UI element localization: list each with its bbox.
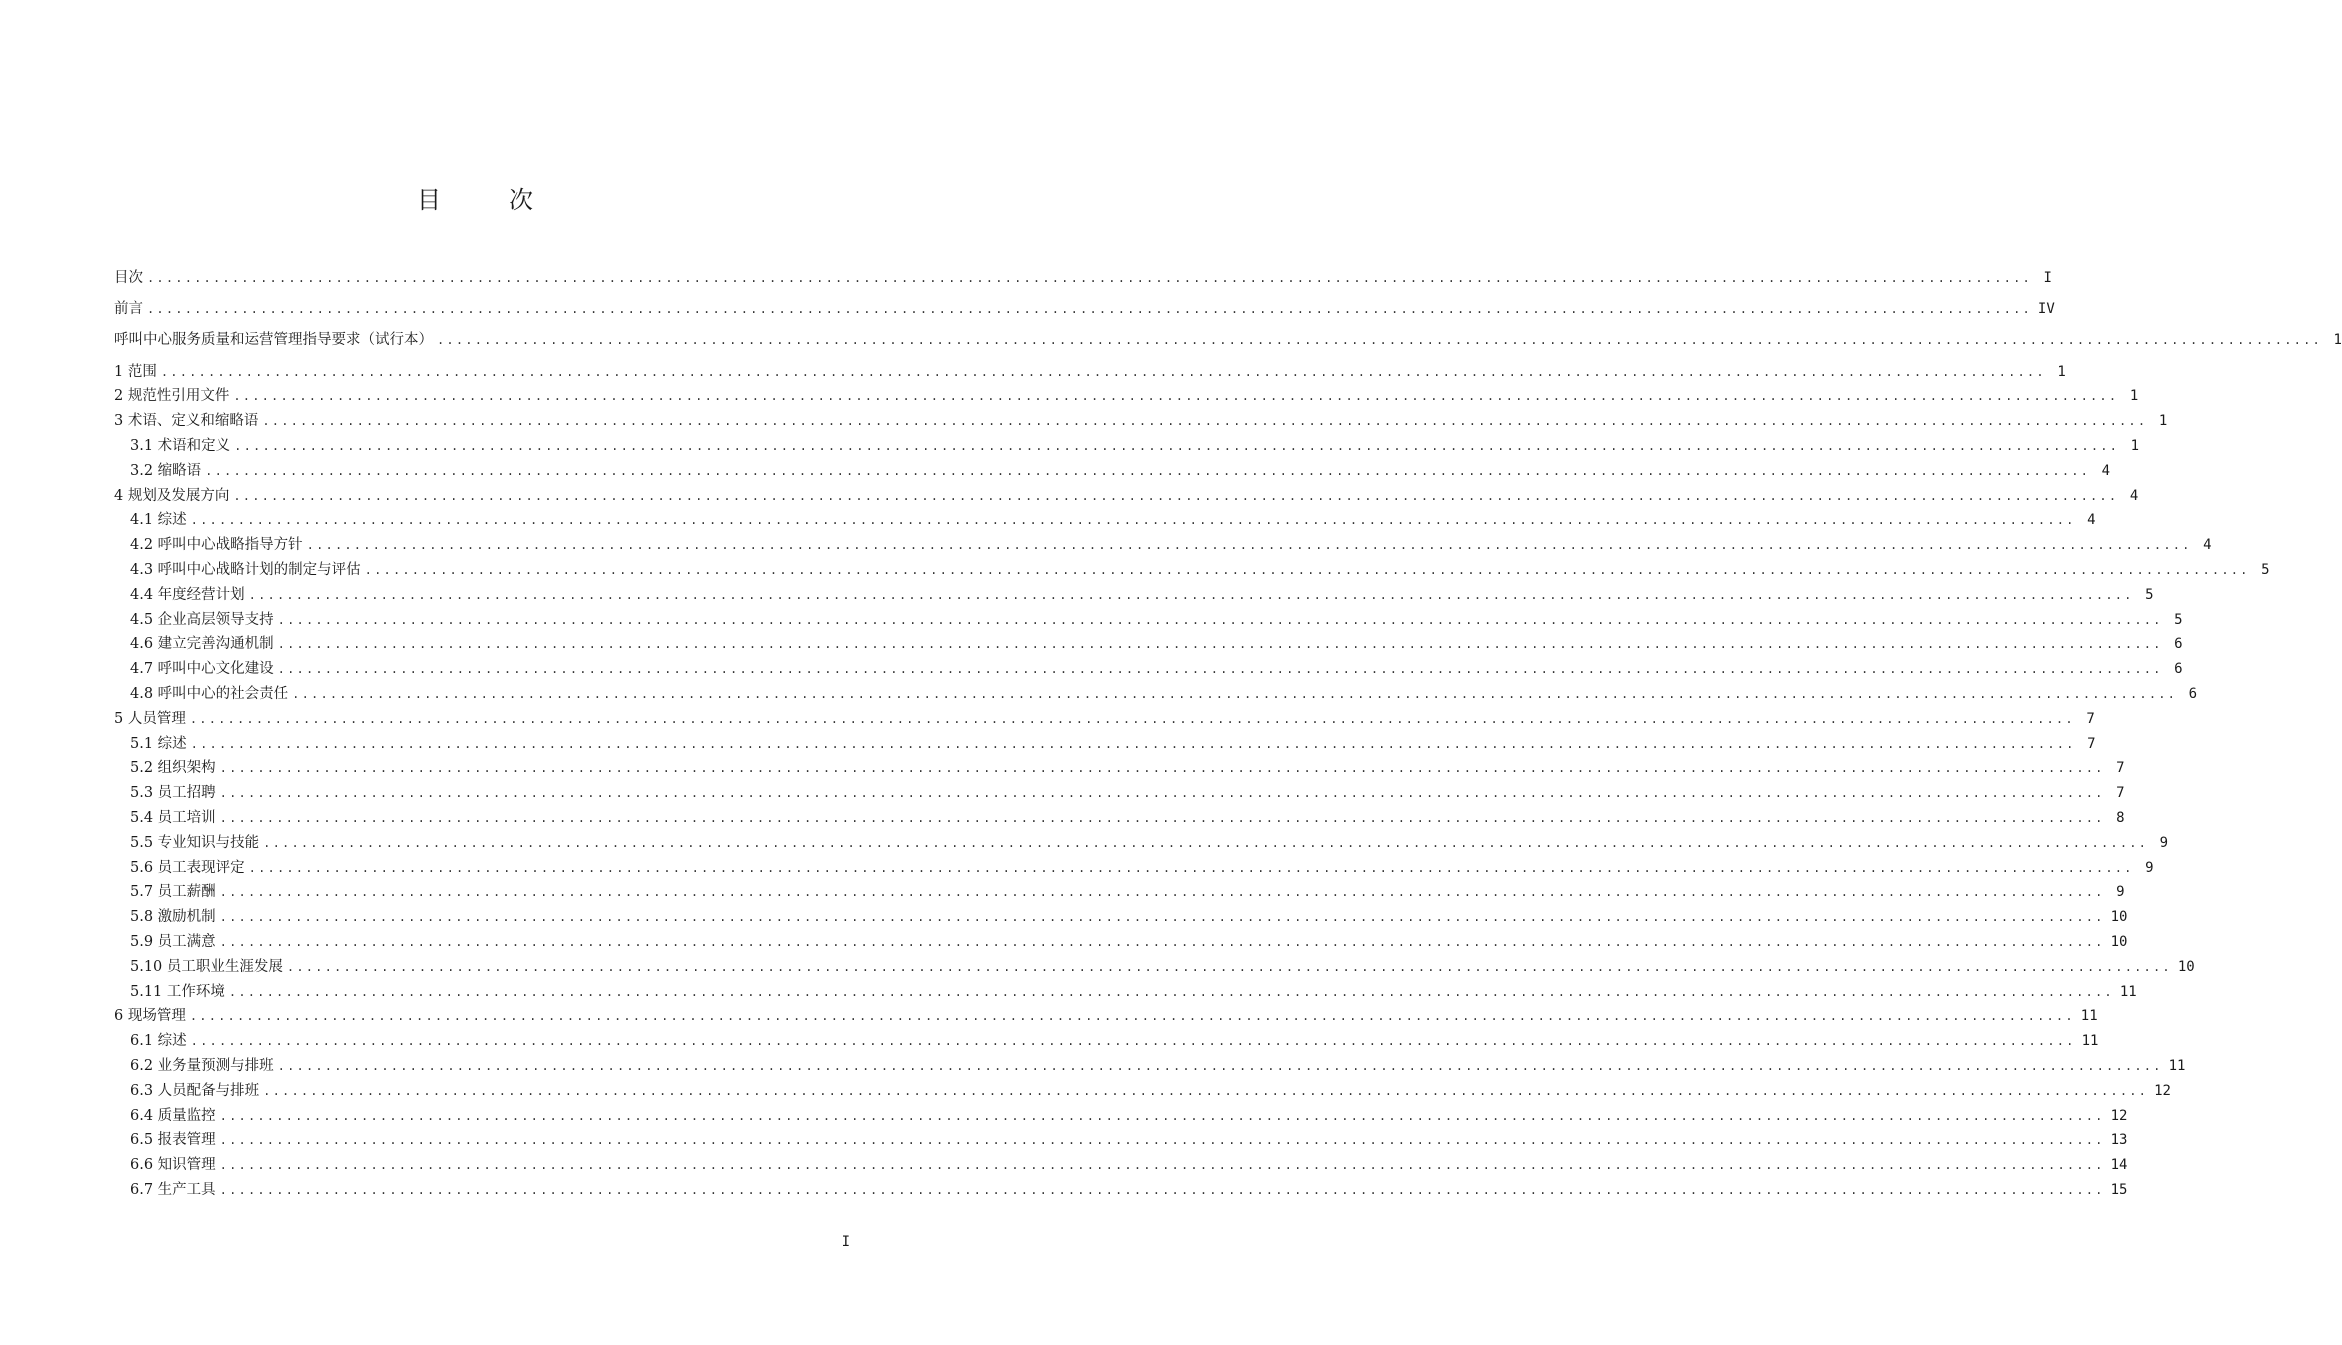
toc-entry-label: 4.1 综述 bbox=[130, 512, 187, 529]
toc-entry-label: 2 规范性引用文件 bbox=[114, 388, 230, 405]
toc-entry[interactable] bbox=[114, 1126, 2128, 1151]
toc-leader-dots: ........................................................................................................................................................................................................ bbox=[190, 736, 2076, 751]
toc-entry-page: 1 bbox=[2130, 438, 2140, 455]
toc-entry[interactable] bbox=[114, 382, 2139, 407]
toc-leader-dots: ........................................................................................................................................................................................................ bbox=[147, 270, 2032, 285]
toc-leader-dots: ........................................................................................................................................................................................................ bbox=[277, 637, 2163, 652]
footer-page-number: I bbox=[841, 1234, 850, 1250]
toc-entry-label: 1 范围 bbox=[114, 363, 157, 380]
toc-leader-dots: ........................................................................................................................................................................................................ bbox=[234, 439, 2120, 454]
toc-entry-page: 11 bbox=[2168, 1058, 2186, 1074]
toc-entry[interactable] bbox=[114, 605, 2183, 630]
toc-entry-label: 5.10 员工职业生涯发展 bbox=[130, 958, 283, 975]
toc-entry-label: 6.1 综述 bbox=[130, 1033, 187, 1050]
toc-entry-label: 4.4 年度经营计划 bbox=[130, 586, 245, 603]
toc-entry[interactable] bbox=[114, 481, 2139, 506]
toc-entry[interactable] bbox=[114, 679, 2198, 704]
toc-entry[interactable] bbox=[114, 902, 2128, 927]
toc-leader-dots: ........................................................................................................................................................................................................ bbox=[263, 835, 2149, 850]
toc-entry-page: 7 bbox=[2116, 760, 2125, 777]
toc-leader-dots: ........................................................................................................................................................................................................ bbox=[262, 414, 2148, 429]
toc-entry-label: 前言 bbox=[114, 301, 143, 318]
toc-entry[interactable] bbox=[114, 977, 2137, 1002]
toc-entry-page: 6 bbox=[2174, 636, 2183, 653]
toc-entry-page: 1 bbox=[2333, 332, 2342, 349]
toc-entry-label: 4.6 建立完善沟通机制 bbox=[130, 636, 274, 653]
toc-entry-page: 6 bbox=[2174, 661, 2183, 678]
toc-leader-dots: ........................................................................................................................................................................................................ bbox=[219, 935, 2105, 950]
toc-entry[interactable] bbox=[114, 952, 2195, 977]
toc-entry-page: 11 bbox=[2080, 1008, 2098, 1025]
toc-entry-page: 7 bbox=[2086, 710, 2095, 727]
toc-entry[interactable] bbox=[114, 729, 2096, 754]
toc-entry-page: 7 bbox=[2116, 785, 2125, 802]
toc-entry[interactable] bbox=[114, 1002, 2098, 1027]
toc-leader-dots: ........................................................................................................................................................................................................ bbox=[277, 1059, 2163, 1073]
toc-entry-label: 4.5 企业高层领导支持 bbox=[130, 611, 274, 628]
toc-leader-dots: ........................................................................................................................................................................................................ bbox=[219, 811, 2105, 826]
toc-leader-dots: ........................................................................................................................................................................................................ bbox=[219, 761, 2105, 776]
toc-entry-label: 3.2 缩略语 bbox=[130, 462, 202, 479]
toc-entry-label: 5 人员管理 bbox=[114, 710, 186, 727]
toc-entry-label: 6.2 业务量预测与排班 bbox=[130, 1058, 274, 1074]
toc-entry[interactable] bbox=[114, 406, 2168, 431]
toc-leader-dots: ........................................................................................................................................................................................................ bbox=[219, 1133, 2105, 1148]
toc-entry[interactable] bbox=[114, 754, 2125, 779]
toc-entry[interactable] bbox=[114, 357, 2066, 382]
toc-leader-dots: ........................................................................................................................................................................................................ bbox=[364, 563, 2250, 578]
toc-entry-page: 5 bbox=[2174, 611, 2183, 628]
toc-leader-dots: ........................................................................................................................................................................................................ bbox=[219, 1108, 2105, 1123]
toc-entry-label: 3 术语、定义和缩略语 bbox=[114, 413, 259, 430]
toc-entry-label: 6.5 报表管理 bbox=[130, 1132, 216, 1149]
toc-entry-label: 5.9 员工满意 bbox=[130, 934, 216, 951]
toc-leader-dots: ........................................................................................................................................................................................................ bbox=[190, 1034, 2076, 1049]
toc-entry[interactable] bbox=[114, 506, 2096, 531]
toc-entry-page: 8 bbox=[2116, 810, 2125, 827]
toc-entry-page: 1 bbox=[2057, 363, 2066, 380]
toc-entry[interactable] bbox=[114, 456, 2111, 481]
toc-entry-page: IV bbox=[2037, 301, 2055, 318]
toc-leader-dots: ........................................................................................................................................................................................................ bbox=[160, 364, 2046, 379]
toc-entry-label: 6.6 知识管理 bbox=[130, 1157, 216, 1174]
toc-entry-label: 5.1 综述 bbox=[130, 735, 187, 752]
toc-entry-page: 4 bbox=[2203, 537, 2212, 554]
toc-entry-page: 10 bbox=[2110, 909, 2128, 926]
toc-leader-dots: ........................................................................................................................................................................................................ bbox=[233, 488, 2119, 503]
toc-entry[interactable] bbox=[114, 828, 2169, 853]
toc-entry-label: 6.4 质量监控 bbox=[130, 1107, 216, 1124]
toc-entry-page: 6 bbox=[2188, 686, 2198, 703]
toc-leader-dots: ........................................................................................................................................................................................................ bbox=[228, 984, 2114, 999]
toc-entry-label: 6.7 生产工具 bbox=[130, 1181, 216, 1198]
toc-entry-page: 14 bbox=[2110, 1157, 2128, 1174]
toc-entry-label: 5.4 员工培训 bbox=[130, 810, 216, 827]
toc-entry-label: 6.3 人员配备与排班 bbox=[130, 1082, 260, 1099]
toc-leader-dots: ........................................................................................................................................................................................................ bbox=[277, 662, 2163, 677]
toc-entry-label: 呼叫中心服务质量和运营管理指导要求（试行本） bbox=[114, 332, 433, 349]
toc-entry-label: 6 现场管理 bbox=[114, 1008, 186, 1025]
toc-entry-label: 4 规划及发展方向 bbox=[114, 487, 230, 504]
toc-leader-dots: ........................................................................................................................................................................................................ bbox=[263, 1083, 2149, 1098]
toc-entry-page: 9 bbox=[2159, 834, 2169, 851]
toc-entry-label: 3.1 术语和定义 bbox=[130, 438, 231, 455]
toc-entry[interactable] bbox=[114, 555, 2270, 580]
toc-leader-dots: ........................................................................................................................................................................................................ bbox=[219, 1182, 2105, 1197]
toc-entry[interactable] bbox=[114, 1101, 2128, 1126]
toc-entry[interactable] bbox=[114, 263, 2052, 288]
toc-leader-dots: ........................................................................................................................................................................................................ bbox=[219, 1158, 2105, 1173]
toc-leader-dots: ........................................................................................................................................................................................................ bbox=[190, 513, 2076, 528]
table-of-contents bbox=[114, 263, 2342, 1200]
toc-entry-page: 4 bbox=[2087, 512, 2096, 529]
toc-entry-page: I bbox=[2043, 269, 2052, 286]
toc-entry-page: 11 bbox=[2081, 1033, 2099, 1050]
toc-entry[interactable] bbox=[114, 326, 2342, 351]
toc-entry-label: 5.2 组织架构 bbox=[130, 760, 216, 777]
toc-leader-dots: ........................................................................................................................................................................................................ bbox=[189, 1009, 2075, 1024]
toc-leader-dots: ........................................................................................................................................................................................................ bbox=[292, 687, 2178, 702]
toc-entry-page: 11 bbox=[2119, 983, 2137, 1000]
toc-entry[interactable] bbox=[114, 704, 2095, 729]
toc-entry-page: 4 bbox=[2129, 487, 2139, 504]
toc-entry-label: 5.8 激励机制 bbox=[130, 909, 216, 926]
toc-entry-page: 5 bbox=[2261, 562, 2270, 579]
toc-entry[interactable] bbox=[114, 580, 2154, 605]
toc-leader-dots: ........................................................................................................................................................................................................ bbox=[205, 463, 2091, 478]
toc-entry-page: 4 bbox=[2101, 462, 2111, 479]
toc-entry-page: 12 bbox=[2154, 1082, 2171, 1099]
toc-entry-page: 10 bbox=[2110, 934, 2128, 951]
toc-entry-page: 9 bbox=[2145, 859, 2154, 876]
toc-entry-page: 13 bbox=[2110, 1132, 2128, 1149]
toc-entry-label: 5.11 工作环境 bbox=[130, 983, 225, 1000]
toc-entry-label: 4.3 呼叫中心战略计划的制定与评估 bbox=[130, 562, 361, 579]
toc-entry[interactable] bbox=[114, 803, 2125, 828]
toc-entry[interactable] bbox=[114, 878, 2125, 903]
toc-entry-page: 1 bbox=[2158, 413, 2168, 430]
toc-entry[interactable] bbox=[114, 1076, 2171, 1101]
toc-leader-dots: ........................................................................................................................................................................................................ bbox=[277, 612, 2163, 627]
toc-entry-label: 5.7 员工薪酬 bbox=[130, 884, 216, 901]
toc-entry-page: 5 bbox=[2145, 586, 2154, 603]
toc-entry[interactable] bbox=[114, 853, 2154, 878]
toc-leader-dots: ........................................................................................................................................................................................................ bbox=[219, 910, 2105, 925]
toc-entry-label: 5.3 员工招聘 bbox=[130, 785, 216, 802]
toc-leader-dots: ........................................................................................................................................................................................................ bbox=[248, 860, 2134, 875]
toc-entry[interactable] bbox=[114, 294, 2055, 319]
toc-entry-page: 9 bbox=[2116, 884, 2125, 901]
page-title: 目 次 bbox=[417, 186, 555, 214]
toc-leader-dots: ........................................................................................................................................................................................................ bbox=[219, 786, 2105, 801]
toc-entry-page: 1 bbox=[2129, 388, 2139, 405]
toc-entry[interactable] bbox=[114, 1026, 2099, 1051]
toc-leader-dots: ........................................................................................................................................................................................................ bbox=[189, 711, 2075, 726]
toc-leader-dots: ........................................................................................................................................................................................................ bbox=[437, 333, 2322, 348]
toc-entry-page: 7 bbox=[2087, 735, 2096, 752]
toc-leader-dots: ........................................................................................................................................................................................................ bbox=[286, 959, 2172, 974]
toc-entry[interactable] bbox=[114, 630, 2183, 655]
toc-entry-label: 4.7 呼叫中心文化建设 bbox=[130, 661, 274, 678]
toc-leader-dots: ........................................................................................................................................................................................................ bbox=[147, 302, 2032, 317]
toc-entry[interactable] bbox=[114, 1175, 2128, 1200]
toc-entry-label: 目次 bbox=[114, 269, 143, 286]
toc-leader-dots: ........................................................................................................................................................................................................ bbox=[248, 587, 2134, 602]
toc-entry[interactable] bbox=[114, 1150, 2128, 1175]
toc-entry[interactable] bbox=[114, 927, 2128, 952]
toc-entry-label: 5.6 员工表现评定 bbox=[130, 859, 245, 876]
toc-entry[interactable] bbox=[114, 1051, 2186, 1076]
toc-entry[interactable] bbox=[114, 431, 2140, 456]
toc-entry-page: 12 bbox=[2110, 1107, 2128, 1124]
toc-entry-page: 15 bbox=[2110, 1181, 2128, 1198]
toc-entry-label: 5.5 专业知识与技能 bbox=[130, 834, 260, 851]
toc-entry-page: 10 bbox=[2177, 958, 2195, 975]
toc-leader-dots: ........................................................................................................................................................................................................ bbox=[233, 389, 2119, 404]
toc-leader-dots: ........................................................................................................................................................................................................ bbox=[306, 538, 2192, 553]
toc-entry[interactable] bbox=[114, 654, 2183, 679]
toc-entry[interactable] bbox=[114, 530, 2212, 555]
toc-entry-label: 4.2 呼叫中心战略指导方针 bbox=[130, 537, 303, 554]
toc-leader-dots: ........................................................................................................................................................................................................ bbox=[219, 885, 2105, 900]
toc-entry-label: 4.8 呼叫中心的社会责任 bbox=[130, 686, 289, 703]
toc-entry[interactable] bbox=[114, 778, 2125, 803]
